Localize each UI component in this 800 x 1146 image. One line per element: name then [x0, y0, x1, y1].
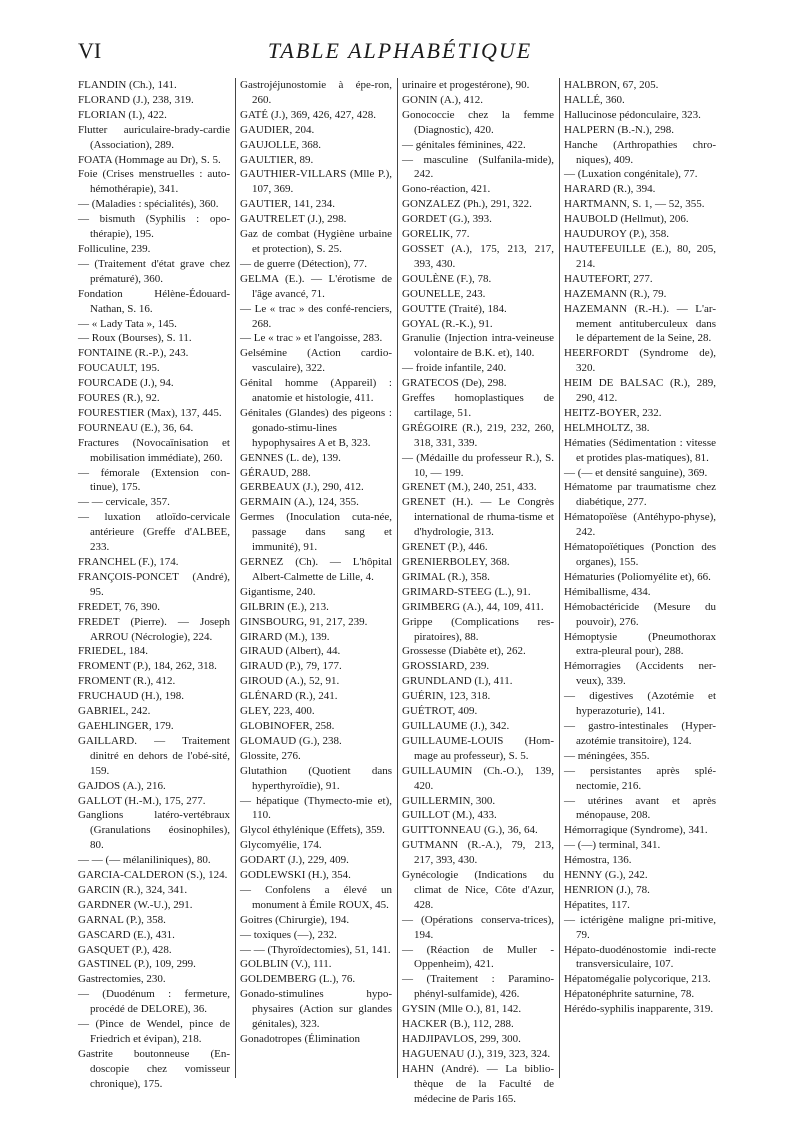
- index-entry: GINSBOURG, 91, 217, 239.: [240, 615, 368, 628]
- index-entry: GENNES (L. de), 139.: [240, 451, 341, 464]
- index-entry: GOYAL (R.-K.), 91.: [402, 317, 493, 330]
- index-entry: GÉRAUD, 288.: [240, 466, 311, 479]
- index-entry: HALLÉ, 360.: [564, 93, 625, 106]
- index-entry: — (— et densité sanguine), 369.: [564, 466, 708, 479]
- index-entry: GASTINEL (P.), 109, 299.: [78, 958, 196, 971]
- index-entry: FOURCADE (J.), 94.: [78, 377, 174, 390]
- index-entry: — Roux (Bourses), S. 11.: [78, 332, 192, 345]
- index-entry: GLOBINOFER, 258.: [240, 719, 335, 732]
- index-entry: GERNEZ (Ch). — L'hôpital Albert-Calmette de Lille, 4.: [240, 556, 392, 583]
- index-column-1: [78, 78, 230, 1090]
- index-entry: HADJIPAVLOS, 299, 300.: [402, 1033, 521, 1045]
- index-entry: — méningées, 355.: [564, 749, 650, 762]
- index-entry: — de guerre (Détection), 77.: [240, 257, 368, 270]
- index-entry: GAUDIER, 204.: [240, 123, 315, 136]
- index-entry: — persistantes après splé-nectomie, 216.: [564, 764, 716, 792]
- index-entry: GRIMAL (R.), 358.: [402, 570, 490, 583]
- index-entry: GUÉTROT, 409.: [402, 705, 478, 718]
- index-entry: Gastrite boutonneuse (En-doscopie chez vomisseur chronique), 175.: [78, 1047, 230, 1090]
- column-divider: [235, 78, 236, 1078]
- index-entry: FRANÇOIS-PONCET (André), 95.: [78, 570, 230, 598]
- index-entry: HALBRON, 67, 205.: [564, 79, 659, 91]
- index-entry: GONIN (A.), 412.: [402, 93, 483, 106]
- index-entry: GRÉGOIRE (R.), 219, 232, 260, 318, 331, 339.: [402, 421, 554, 449]
- index-entry: — toxiques (—), 232.: [240, 928, 337, 941]
- index-entry: Gaz de combat (Hygiène urbaine et protection), S. 25.: [240, 228, 392, 255]
- index-entry: — Confolens a élevé un monument à Émile ROUX, 45.: [240, 883, 392, 911]
- index-entry: Gono-réaction, 421.: [402, 183, 491, 196]
- page-title: TABLE ALPHABÉTIQUE: [267, 38, 533, 63]
- index-entry: — (Luxation congénitale), 77.: [564, 168, 698, 181]
- index-entry: — hépatique (Thymecto-mie et), 110.: [240, 794, 392, 822]
- index-entry: GODLEWSKI (H.), 354.: [240, 869, 351, 882]
- index-entry: HAHN (André). — La biblio-thèque de la Faculté de médecine de Paris 165.: [402, 1062, 554, 1105]
- index-entry: GALLOT (H.-M.), 175, 277.: [78, 794, 206, 807]
- index-entry: — (Traitement d'état grave chez prématuré), 360.: [78, 257, 230, 285]
- index-entry: HALPERN (B.-N.), 298.: [564, 123, 674, 136]
- index-column-2: [240, 78, 392, 1078]
- index-entry: FROMENT (P.), 184, 262, 318.: [78, 660, 217, 673]
- index-entry: GRENET (M.), 240, 251, 433.: [402, 481, 537, 494]
- index-entry: — (Maladies : spécialités), 360.: [78, 198, 219, 211]
- index-entry: GLÉNARD (R.), 241.: [240, 690, 338, 703]
- column-divider: [559, 78, 560, 1078]
- index-entry: Germes (Inoculation cuta-née, passage dans sang et immunité), 91.: [240, 511, 392, 554]
- index-entry: GARCIA-CALDERON (S.), 124.: [78, 869, 228, 882]
- index-entry: GLEY, 223, 400.: [240, 705, 315, 718]
- index-entry: HAUTEFEUILLE (E.), 80, 205, 214.: [564, 242, 716, 270]
- index-entry: Hanche (Arthropathies chro-niques), 409.: [564, 138, 716, 166]
- index-entry: GRIMARD-STEEG (L.), 91.: [402, 585, 531, 598]
- index-entry: HAUBOLD (Hellmut), 206.: [564, 213, 689, 226]
- index-entry: Gynécologie (Indications du climat de Nice, Côte d'Azur, 428.: [402, 869, 554, 911]
- index-entry: FOUCAULT, 195.: [78, 362, 160, 375]
- index-entry: Grippe (Complications res-piratoires), 88.: [402, 615, 554, 643]
- index-entry: GUTMANN (R.-A.), 79, 213, 217, 393, 430.: [402, 839, 554, 867]
- index-entry: Fondation Hélène-Édouard-Nathan, S. 16.: [78, 287, 230, 315]
- index-entry: Gonadotropes (Élimination: [240, 1033, 361, 1045]
- index-column-3: [402, 78, 554, 1105]
- index-entry: — utérines avant et après ménopause, 208.: [564, 794, 716, 822]
- index-entry: GABRIEL, 242.: [78, 705, 151, 718]
- index-entry: Folliculine, 239.: [78, 242, 151, 255]
- index-columns: [78, 78, 716, 1105]
- index-entry: GASCARD (E.), 431.: [78, 928, 175, 941]
- index-entry: Hémoptysie (Pneumothorax extra-pleural pour), 288.: [564, 630, 716, 658]
- index-entry: — fémorale (Extension con-tinue), 175.: [78, 466, 230, 494]
- index-entry: GRIMBERG (A.), 44, 109, 411.: [402, 600, 544, 613]
- index-entry: GOSSET (A.), 175, 213, 217, 393, 430.: [402, 242, 554, 270]
- index-entry: Hémobactéricide (Mesure du pouvoir), 276.: [564, 600, 716, 628]
- index-entry: HELMHOLTZ, 38.: [564, 421, 650, 434]
- index-entry: GAULTIER, 89.: [240, 153, 314, 166]
- index-entry: Génital homme (Appareil) : anatomie et histologie, 411.: [240, 377, 392, 405]
- index-entry: — — cervicale, 357.: [78, 496, 170, 509]
- index-entry: — (Opérations conserva-trices), 194.: [402, 913, 554, 941]
- index-entry: Glutathion (Quotient dans hyperthyroïdie), 91.: [240, 764, 392, 792]
- index-entry: GARCIN (R.), 324, 341.: [78, 883, 188, 896]
- index-entry: GAEHLINGER, 179.: [78, 719, 174, 732]
- index-entry: GIRAUD (Albert), 44.: [240, 645, 341, 658]
- index-column-4: [564, 78, 716, 1078]
- index-entry: GIRAUD (P.), 79, 177.: [240, 660, 342, 673]
- index-entry: Gonococcie chez la femme (Diagnostic), 420.: [402, 108, 554, 136]
- index-entry: FOURES (R.), 92.: [78, 392, 160, 405]
- index-entry: Hépatomégalie polycorique, 213.: [564, 973, 711, 986]
- index-entry: FLORAND (J.), 238, 319.: [78, 93, 194, 106]
- index-entry: GUILLOT (M.), 433.: [402, 809, 497, 822]
- index-entry: GRENET (P.), 446.: [402, 541, 488, 554]
- index-entry: FOURESTIER (Max), 137, 445.: [78, 406, 222, 419]
- index-entry: FOATA (Hommage au Dr), S. 5.: [78, 153, 221, 166]
- index-entry: GYSIN (Mlle O.), 81, 142.: [402, 1003, 522, 1016]
- index-entry: Gigantisme, 240.: [240, 585, 316, 598]
- index-entry: Glycol éthylénique (Effets), 359.: [240, 824, 385, 837]
- index-entry: FLORIAN (I.), 422.: [78, 108, 167, 121]
- index-entry: — luxation atloïdo-cervicale antérieure (Greffe d'ALBEE, 233.: [78, 511, 230, 554]
- index-entry: FONTAINE (R.-P.), 243.: [78, 347, 189, 360]
- index-entry: FOURNEAU (E.), 36, 64.: [78, 421, 194, 434]
- index-entry: Hématopoïèse (Antéhypo-physe), 242.: [564, 511, 716, 539]
- index-entry: GROSSIARD, 239.: [402, 660, 490, 673]
- index-entry: HAUTEFORT, 277.: [564, 272, 653, 285]
- index-entry: — — (— mélaniliniques), 80.: [78, 854, 211, 867]
- index-entry: Ganglions latéro-vertébraux (Granulations éosinophiles), 80.: [78, 809, 230, 852]
- index-entry: GERBEAUX (J.), 290, 412.: [240, 481, 364, 494]
- index-entry: HAUDUROY (P.), 358.: [564, 228, 670, 241]
- index-entry: HAZEMANN (R.-H.). — L'ar-mement antituberculeux dans le département de la Seine, 28.: [564, 302, 716, 345]
- index-entry: — masculine (Sulfanila-mide), 242.: [402, 153, 554, 181]
- index-entry: HEITZ-BOYER, 232.: [564, 406, 662, 419]
- index-entry: — « Lady Tata », 145.: [78, 317, 177, 330]
- index-entry: HAGUENAU (J.), 319, 323, 324.: [402, 1047, 551, 1060]
- index-entry: — génitales féminines, 422.: [402, 138, 526, 151]
- index-entry: HAZEMANN (R.), 79.: [564, 287, 667, 300]
- index-entry: Hépatites, 117.: [564, 898, 630, 911]
- index-entry: GRUNDLAND (I.), 411.: [402, 675, 513, 688]
- index-entry: Gelsémine (Action cardio-vasculaire), 322.: [240, 347, 392, 375]
- index-entry: GARDNER (W.-U.), 291.: [78, 898, 193, 911]
- index-entry: HARARD (R.), 394.: [564, 183, 656, 196]
- index-entry: Hépato-duodénostomie indi-recte transversiculaire, 107.: [564, 943, 716, 971]
- index-entry: FLANDIN (Ch.), 141.: [78, 79, 177, 91]
- index-entry: GUÉRIN, 123, 318.: [402, 690, 491, 703]
- index-entry: GONZALEZ (Ph.), 291, 322.: [402, 198, 532, 211]
- index-entry: HENRION (J.), 78.: [564, 883, 650, 896]
- index-entry: GODART (J.), 229, 409.: [240, 854, 349, 867]
- index-entry: GRENET (H.). — Le Congrès international de rhuma-tisme et d'hydrologie, 313.: [402, 496, 554, 539]
- index-entry: GASQUET (P.), 428.: [78, 943, 172, 956]
- index-entry: — ictérigène maligne pri-mitive, 79.: [564, 913, 716, 941]
- index-entry: Hématuries (Poliomyélite et), 66.: [564, 570, 711, 583]
- index-entry: GUILLAUMIN (Ch.-O.), 139, 420.: [402, 764, 554, 792]
- index-entry: Hémostra, 136.: [564, 854, 632, 867]
- index-entry: Grossesse (Diabète et), 262.: [402, 645, 526, 658]
- index-entry: GIROUD (A.), 52, 91.: [240, 675, 340, 688]
- index-entry: — (Réaction de Muller - Oppenheim), 421.: [402, 943, 554, 971]
- index-entry: Hérédo-syphilis inapparente, 319.: [564, 1003, 714, 1016]
- index-entry: — gastro-intestinales (Hyper-azotémie transitoire), 124.: [564, 719, 716, 747]
- index-entry: FRUCHAUD (H.), 198.: [78, 690, 185, 703]
- index-entry: Gonado-stimulines hypo-physaires (Action sur glandes génitales), 323.: [240, 988, 392, 1031]
- index-entry: FREDET, 76, 390.: [78, 600, 160, 613]
- column-divider: [397, 78, 398, 1078]
- index-entry: GUILLERMIN, 300.: [402, 794, 496, 807]
- index-entry: GELMA (E.). — L'érotisme de l'âge avancé, 71.: [240, 272, 392, 300]
- index-entry: HEERFORDT (Syndrome de), 320.: [564, 347, 716, 375]
- index-entry: Génitales (Glandes) des pigeons : gonado-stimu-lines hypophysaires A et B, 323.: [240, 406, 392, 449]
- index-entry: — (—) terminal, 341.: [564, 839, 661, 852]
- index-entry: GOLDEMBERG (L.), 76.: [240, 973, 356, 986]
- index-entry: GOULÈNE (F.), 78.: [402, 272, 492, 285]
- index-entry: — bismuth (Syphilis : opo-thérapie), 195.: [78, 213, 230, 241]
- index-entry: FRIEDEL, 184.: [78, 645, 148, 658]
- index-entry: — froide infantile, 240.: [402, 362, 507, 375]
- index-entry: — (Traitement : Paramino-phényl-sulfamide), 426.: [402, 973, 554, 1001]
- index-entry: GERMAIN (A.), 124, 355.: [240, 496, 359, 509]
- page-number: VI: [78, 38, 102, 63]
- index-entry: GAJDOS (A.), 216.: [78, 779, 166, 792]
- index-entry: — digestives (Azotémie et hyperazoturie), 141.: [564, 690, 716, 718]
- index-entry: Goitres (Chirurgie), 194.: [240, 913, 350, 926]
- index-entry: FRANCHEL (F.), 174.: [78, 556, 179, 568]
- index-entry: GUILLAUME-LOUIS (Hom-mage au professeur), S. 5.: [402, 734, 554, 762]
- index-entry: FROMENT (R.), 412.: [78, 675, 176, 688]
- index-entry: Fractures (Novocaïnisation et mobilisation immédiate), 260.: [78, 436, 230, 464]
- index-entry: HARTMANN, S. 1, — 52, 355.: [564, 198, 705, 211]
- index-entry: GUILLAUME (J.), 342.: [402, 719, 510, 732]
- index-entry: GOLBLIN (V.), 111.: [240, 958, 332, 971]
- index-entry: Hémorragique (Syndrome), 341.: [564, 824, 708, 837]
- page-header: [78, 38, 722, 72]
- index-entry: — (Duodénum : fermeture, procédé de DELORE), 36.: [78, 988, 230, 1016]
- index-entry: GORELIK, 77.: [402, 228, 470, 241]
- index-entry: — (Pince de Wendel, pince de Friedrich et évipan), 218.: [78, 1018, 230, 1045]
- index-entry: GIRARD (M.), 139.: [240, 630, 330, 643]
- index-entry: GOUNELLE, 243.: [402, 287, 486, 300]
- index-entry: Hématopoïétiques (Ponction des organes), 155.: [564, 541, 716, 568]
- index-entry: HENNY (G.), 242.: [564, 869, 648, 882]
- index-entry: Flutter auriculaire-brady-cardie (Association), 289.: [78, 123, 230, 151]
- index-entry: GOUTTE (Traité), 184.: [402, 302, 507, 315]
- index-entry: GILBRIN (E.), 213.: [240, 600, 329, 613]
- index-entry: GRENIERBOLEY, 368.: [402, 556, 510, 568]
- index-entry: — — (Thyroïdectomies), 51, 141.: [240, 943, 391, 956]
- index-entry: Hémiballisme, 434.: [564, 585, 651, 598]
- index-entry: urinaire et progestérone), 90.: [402, 79, 530, 91]
- index-entry: HEIM DE BALSAC (R.), 289, 290, 412.: [564, 377, 716, 405]
- index-entry: Gastrojéjunostomie à épe-ron, 260.: [240, 79, 392, 106]
- index-entry: Glycomyélie, 174.: [240, 839, 322, 852]
- index-entry: GARNAL (P.), 358.: [78, 913, 166, 926]
- index-entry: Glossite, 276.: [240, 749, 301, 762]
- index-entry: — Le « trac » et l'angoisse, 283.: [240, 332, 383, 345]
- index-entry: Foie (Crises menstruelles : auto-hémothérapie), 341.: [78, 168, 230, 196]
- index-entry: GLOMAUD (G.), 238.: [240, 734, 342, 747]
- index-entry: Hépatonéphrite saturnine, 78.: [564, 988, 695, 1001]
- index-entry: HACKER (B.), 112, 288.: [402, 1018, 514, 1031]
- index-entry: GAUTIER, 141, 234.: [240, 198, 336, 211]
- index-entry: Hallucinose pédonculaire, 323.: [564, 108, 701, 121]
- index-entry: GATÉ (J.), 369, 426, 427, 428.: [240, 108, 376, 121]
- index-entry: GUITTONNEAU (G.), 36, 64.: [402, 824, 538, 837]
- index-entry: Gastrectomies, 230.: [78, 973, 166, 986]
- index-entry: — Le « trac » des confé-renciers, 268.: [240, 302, 392, 330]
- index-entry: GAUTHIER-VILLARS (Mlle P.), 107, 369.: [240, 168, 392, 196]
- index-entry: GAUTRELET (J.), 298.: [240, 213, 347, 226]
- index-entry: GRATECOS (De), 298.: [402, 377, 507, 390]
- index-entry: Hématome par traumatisme chez diabétique, 277.: [564, 481, 716, 509]
- index-entry: — (Médaille du professeur R.), S. 10, — 199.: [402, 451, 554, 479]
- index-entry: Hématies (Sédimentation : vitesse et protides plas-matiques), 81.: [564, 436, 716, 464]
- index-entry: GAILLARD. — Traitement dinitré en dehors de l'obé-sité, 159.: [78, 734, 230, 777]
- index-entry: GORDET (G.), 393.: [402, 213, 492, 226]
- index-entry: GAUJOLLE, 368.: [240, 138, 321, 151]
- index-entry: Granulie (Injection intra-veineuse volontaire de B.K. et), 140.: [402, 332, 554, 360]
- index-entry: FREDET (Pierre). — Joseph ARROU (Nécrologie), 224.: [78, 615, 230, 643]
- index-entry: Hémorragies (Accidents ner-veux), 339.: [564, 660, 716, 688]
- index-entry: Greffes homoplastiques de cartilage, 51.: [402, 392, 554, 419]
